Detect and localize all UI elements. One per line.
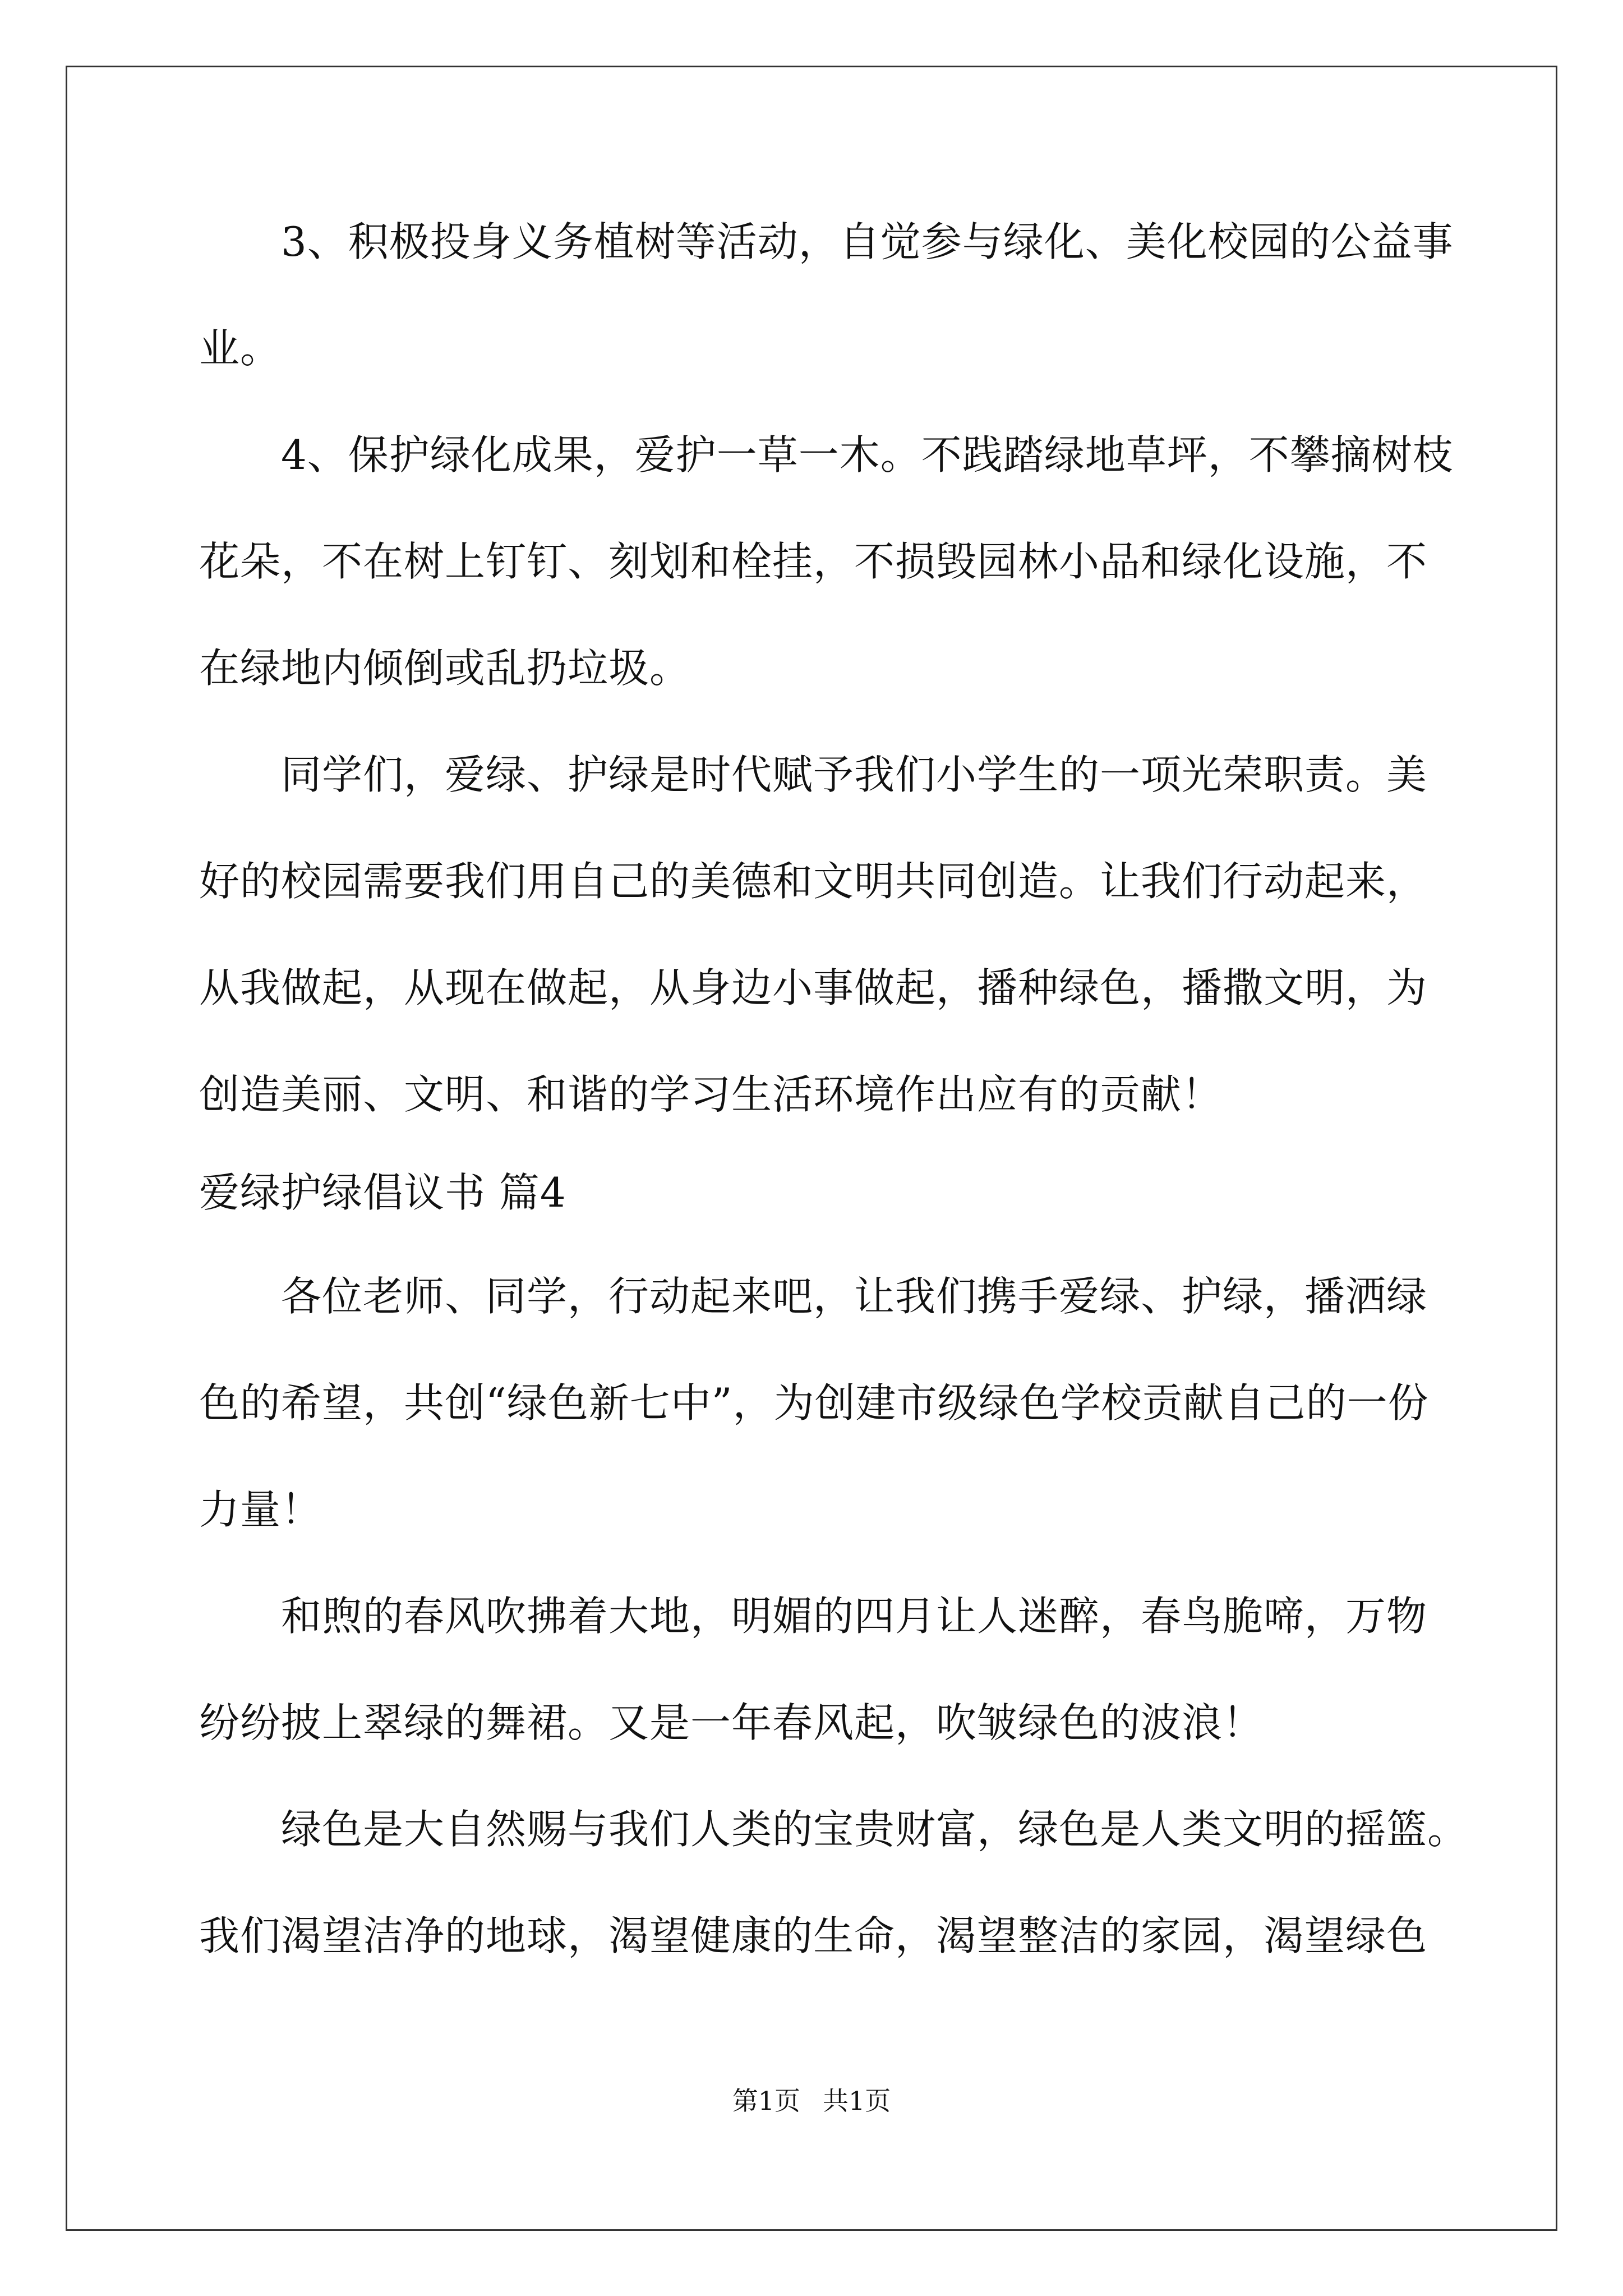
text-line: 我们渴望洁净的地球，渴望健康的生命，渴望整洁的家园，渴望绿色: [199, 1912, 1428, 1959]
text-line: 花朵，不在树上钉钉、刻划和栓挂，不损毁园林小品和绿化设施，不: [199, 538, 1428, 585]
text-line: 和煦的春风吹拂着大地，明媚的四月让人迷醉，春鸟脆啼，万物: [199, 1593, 1428, 1640]
text-line: 色的希望，共创“绿色新七中”，为创建市级绿色学校贡献自己的一份: [199, 1379, 1429, 1427]
text-line: 在绿地内倾倒或乱扔垃圾。: [199, 645, 691, 692]
page-footer: [0, 2087, 1623, 2115]
page-number: 第1页: [732, 2086, 800, 2116]
text-line: 4、保护绿化成果，爱护一草一木。不践踏绿地草坪，不攀摘树枝: [199, 431, 1454, 478]
text-line: 纷纷披上翠绿的舞裙。又是一年春风起，吹皱绿色的波浪！: [199, 1699, 1264, 1746]
text-line: 好的校园需要我们用自己的美德和文明共同创造。让我们行动起来，: [199, 858, 1428, 905]
page-border: [66, 66, 1557, 2231]
text-line: 各位老师、同学，行动起来吧，让我们携手爱绿、护绿，播洒绿: [199, 1273, 1428, 1320]
text-line: 3、积极投身义务植树等活动，自觉参与绿化、美化校园的公益事: [199, 218, 1454, 265]
section-heading: 爱绿护绿倡议书 篇4: [199, 1169, 566, 1216]
text-line: 从我做起，从现在做起，从身边小事做起，播种绿色，播撒文明，为: [199, 964, 1428, 1011]
text-line: 业。: [199, 325, 282, 372]
text-line: 绿色是大自然赐与我们人类的宝贵财富，绿色是人类文明的摇篮。: [199, 1806, 1469, 1853]
text-line: 力量！: [199, 1486, 322, 1533]
text-line: 创造美丽、文明、和谐的学习生活环境作出应有的贡献！: [199, 1071, 1223, 1118]
page-total: 共1页: [823, 2086, 891, 2116]
text-line: 同学们，爱绿、护绿是时代赋予我们小学生的一项光荣职责。美: [199, 751, 1428, 798]
